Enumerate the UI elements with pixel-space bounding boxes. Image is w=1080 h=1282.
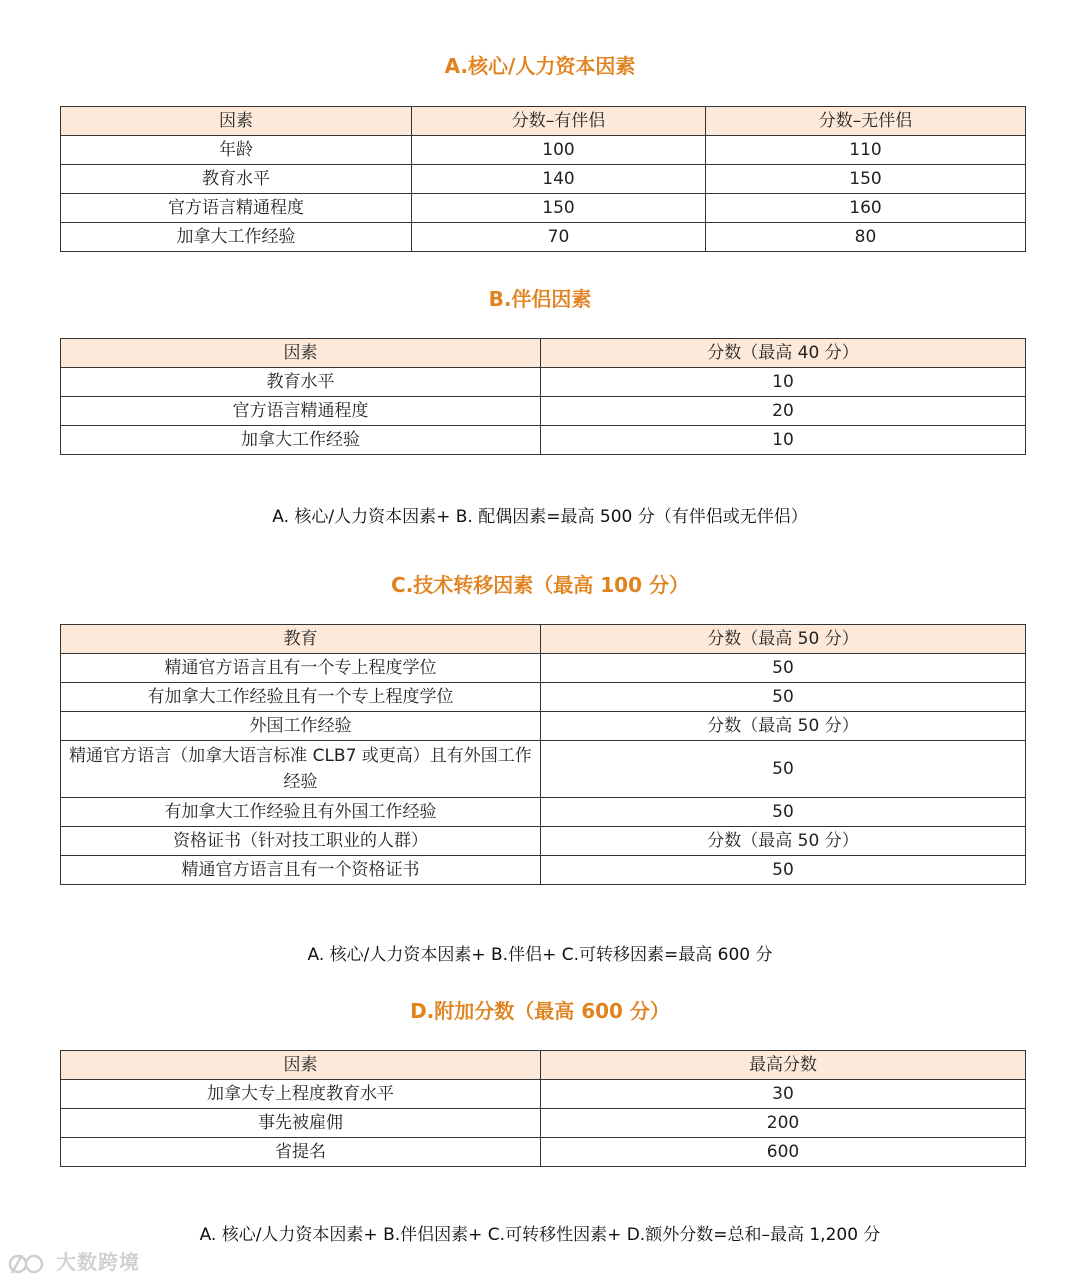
table-cell: 50 bbox=[541, 741, 1026, 798]
section-d-title: D.附加分数（最高 600 分） bbox=[410, 999, 670, 1023]
table-cell: 20 bbox=[541, 397, 1026, 426]
section-c-table bbox=[60, 624, 1026, 885]
table-header-row bbox=[61, 1051, 1026, 1080]
table-row bbox=[61, 654, 1026, 683]
table-cell: 10 bbox=[541, 426, 1026, 455]
header-cell: 分数（最高 50 分） bbox=[541, 625, 1026, 654]
table-cell: 资格证书（针对技工职业的人群） bbox=[61, 827, 541, 856]
table-cell: 教育水平 bbox=[61, 165, 412, 194]
table-cell: 50 bbox=[541, 654, 1026, 683]
table-cell: 50 bbox=[541, 856, 1026, 885]
table-cell: 有加拿大工作经验且有一个专上程度学位 bbox=[61, 683, 541, 712]
table-row bbox=[61, 712, 1026, 741]
table-row bbox=[61, 1080, 1026, 1109]
table-header-row bbox=[61, 625, 1026, 654]
formula-a-b-c: A. 核心/人力资本因素+ B.伴侣+ C.可转移因素=最高 600 分 bbox=[307, 945, 773, 965]
table-cell: 教育水平 bbox=[61, 368, 541, 397]
table-row bbox=[61, 683, 1026, 712]
table-cell: 官方语言精通程度 bbox=[61, 194, 412, 223]
table-cell: 50 bbox=[541, 683, 1026, 712]
table-cell: 110 bbox=[706, 136, 1026, 165]
table-row bbox=[61, 856, 1026, 885]
table-cell: 140 bbox=[412, 165, 706, 194]
section-b-title: B.伴侣因素 bbox=[488, 287, 592, 311]
table-row bbox=[61, 368, 1026, 397]
table-cell: 官方语言精通程度 bbox=[61, 397, 541, 426]
table-cell: 有加拿大工作经验且有外国工作经验 bbox=[61, 798, 541, 827]
table-row bbox=[61, 1138, 1026, 1167]
table-cell: 160 bbox=[706, 194, 1026, 223]
table-row bbox=[61, 397, 1026, 426]
table-row bbox=[61, 1109, 1026, 1138]
table-cell: 分数（最高 50 分） bbox=[541, 827, 1026, 856]
table-cell: 150 bbox=[706, 165, 1026, 194]
table-cell: 100 bbox=[412, 136, 706, 165]
section-a-title: A.核心/人力资本因素 bbox=[444, 54, 636, 78]
table-row bbox=[61, 827, 1026, 856]
table-cell: 外国工作经验 bbox=[61, 712, 541, 741]
table-cell: 70 bbox=[412, 223, 706, 252]
header-cell: 分数–无伴侣 bbox=[706, 107, 1026, 136]
watermark-text: 大数跨境 bbox=[55, 1250, 140, 1274]
formula-a-b: A. 核心/人力资本因素+ B. 配偶因素=最高 500 分（有伴侣或无伴侣） bbox=[272, 507, 808, 527]
table-cell: 精通官方语言且有一个资格证书 bbox=[61, 856, 541, 885]
table-cell: 30 bbox=[541, 1080, 1026, 1109]
table-row bbox=[61, 165, 1026, 194]
table-header-row bbox=[61, 107, 1026, 136]
table-cell: 省提名 bbox=[61, 1138, 541, 1167]
table-cell: 150 bbox=[412, 194, 706, 223]
brand-logo-icon bbox=[8, 1251, 48, 1277]
formula-total: A. 核心/人力资本因素+ B.伴侣因素+ C.可转移性因素+ D.额外分数=总和–最高 1,200 分 bbox=[199, 1225, 881, 1245]
watermark bbox=[8, 1246, 140, 1277]
table-cell: 精通官方语言（加拿大语言标准 CLB7 或更高）且有外国工作经验 bbox=[61, 741, 541, 798]
table-cell: 80 bbox=[706, 223, 1026, 252]
table-cell: 加拿大专上程度教育水平 bbox=[61, 1080, 541, 1109]
header-cell: 最高分数 bbox=[541, 1051, 1026, 1080]
table-cell: 精通官方语言且有一个专上程度学位 bbox=[61, 654, 541, 683]
section-d-table bbox=[60, 1050, 1026, 1167]
table-cell: 10 bbox=[541, 368, 1026, 397]
table-cell: 50 bbox=[541, 798, 1026, 827]
table-row bbox=[61, 741, 1026, 798]
table-cell: 加拿大工作经验 bbox=[61, 223, 412, 252]
header-cell: 分数–有伴侣 bbox=[412, 107, 706, 136]
table-cell: 事先被雇佣 bbox=[61, 1109, 541, 1138]
header-cell: 因素 bbox=[61, 1051, 541, 1080]
table-row bbox=[61, 798, 1026, 827]
table-row bbox=[61, 223, 1026, 252]
table-cell: 200 bbox=[541, 1109, 1026, 1138]
table-cell: 加拿大工作经验 bbox=[61, 426, 541, 455]
section-b-table bbox=[60, 338, 1026, 455]
header-cell: 因素 bbox=[61, 339, 541, 368]
table-row bbox=[61, 136, 1026, 165]
table-row bbox=[61, 194, 1026, 223]
header-cell: 分数（最高 40 分） bbox=[541, 339, 1026, 368]
table-cell: 年龄 bbox=[61, 136, 412, 165]
table-header-row bbox=[61, 339, 1026, 368]
header-cell: 因素 bbox=[61, 107, 412, 136]
table-cell: 600 bbox=[541, 1138, 1026, 1167]
header-cell: 教育 bbox=[61, 625, 541, 654]
section-a-table bbox=[60, 106, 1026, 252]
table-cell: 分数（最高 50 分） bbox=[541, 712, 1026, 741]
table-row bbox=[61, 426, 1026, 455]
section-c-title: C.技术转移因素（最高 100 分） bbox=[391, 573, 689, 597]
